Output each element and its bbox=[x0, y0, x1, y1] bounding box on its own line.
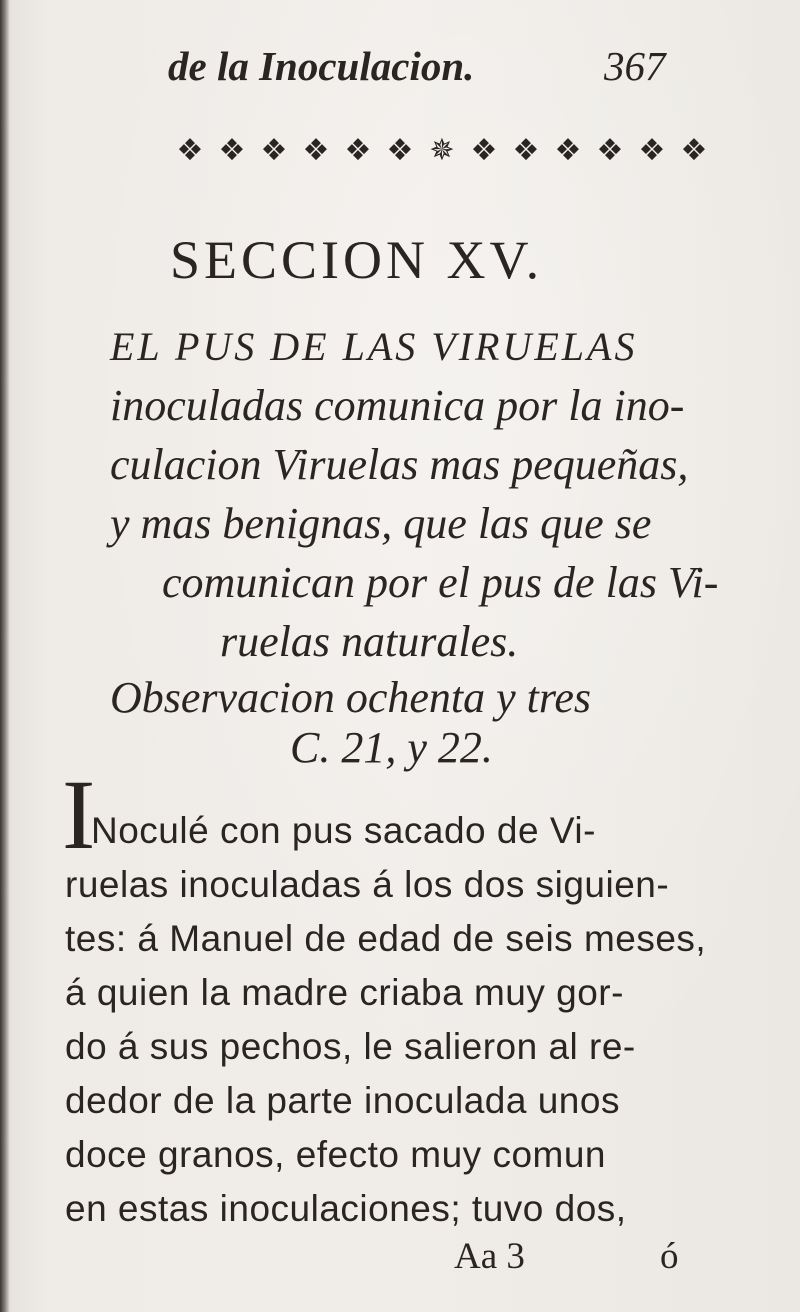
ornament-icon: ❖ bbox=[260, 132, 288, 168]
drop-cap: I bbox=[62, 759, 96, 870]
summary-line: culacion Viruelas mas pequeñas, bbox=[110, 440, 689, 489]
page-gutter-shadow bbox=[0, 0, 10, 1312]
ornament-icon: ❖ bbox=[680, 132, 708, 168]
body-line: dedor de la parte inoculada unos bbox=[65, 1080, 620, 1121]
body-line: ruelas inoculadas á los dos siguien- bbox=[65, 864, 670, 905]
body-line: en estas inoculaciones; tuvo dos, bbox=[65, 1188, 627, 1229]
observation-reference: C. 21, y 22. bbox=[290, 723, 493, 772]
summary-line: EL PUS DE LAS VIRUELAS bbox=[110, 324, 638, 369]
ornament-icon: ❖ bbox=[470, 132, 498, 168]
body-line: doce granos, efecto muy comun bbox=[65, 1134, 607, 1175]
signature-mark: Aa 3 bbox=[454, 1236, 525, 1277]
summary-line: ruelas naturales. bbox=[220, 617, 519, 666]
body-line: Noculé con pus sacado de Vi- bbox=[91, 810, 596, 851]
observation-heading: Observacion ochenta y tres bbox=[110, 673, 592, 722]
summary-line: comunican por el pus de las Vi- bbox=[162, 558, 719, 607]
ornament-icon: ❖ bbox=[512, 132, 540, 168]
ornament-icon: ❖ bbox=[554, 132, 582, 168]
running-head-title: de la Inoculacion. bbox=[168, 43, 475, 89]
ornament-center-icon: ✵ bbox=[429, 132, 455, 168]
catchword: ó bbox=[660, 1236, 679, 1277]
ornament-icon: ❖ bbox=[386, 132, 414, 168]
ornament-icon: ❖ bbox=[302, 132, 330, 168]
ornament-icon: ❖ bbox=[218, 132, 246, 168]
ornament-icon: ❖ bbox=[176, 132, 204, 168]
running-head bbox=[168, 40, 728, 92]
section-title: SECCION XV. bbox=[170, 230, 544, 290]
ornament-divider bbox=[172, 130, 712, 170]
ornament-icon: ❖ bbox=[638, 132, 666, 168]
ornament-icon: ❖ bbox=[596, 132, 624, 168]
summary-line: inoculadas comunica por la ino- bbox=[110, 381, 685, 430]
summary-line: y mas benignas, que las que se bbox=[110, 499, 652, 548]
body-line: á quien la madre criaba muy gor- bbox=[65, 972, 624, 1013]
page-number: 367 bbox=[604, 43, 666, 89]
body-line: tes: á Manuel de edad de seis meses, bbox=[65, 918, 707, 959]
body-line: do á sus pechos, le salieron al re- bbox=[65, 1026, 636, 1067]
ornament-icon: ❖ bbox=[344, 132, 372, 168]
